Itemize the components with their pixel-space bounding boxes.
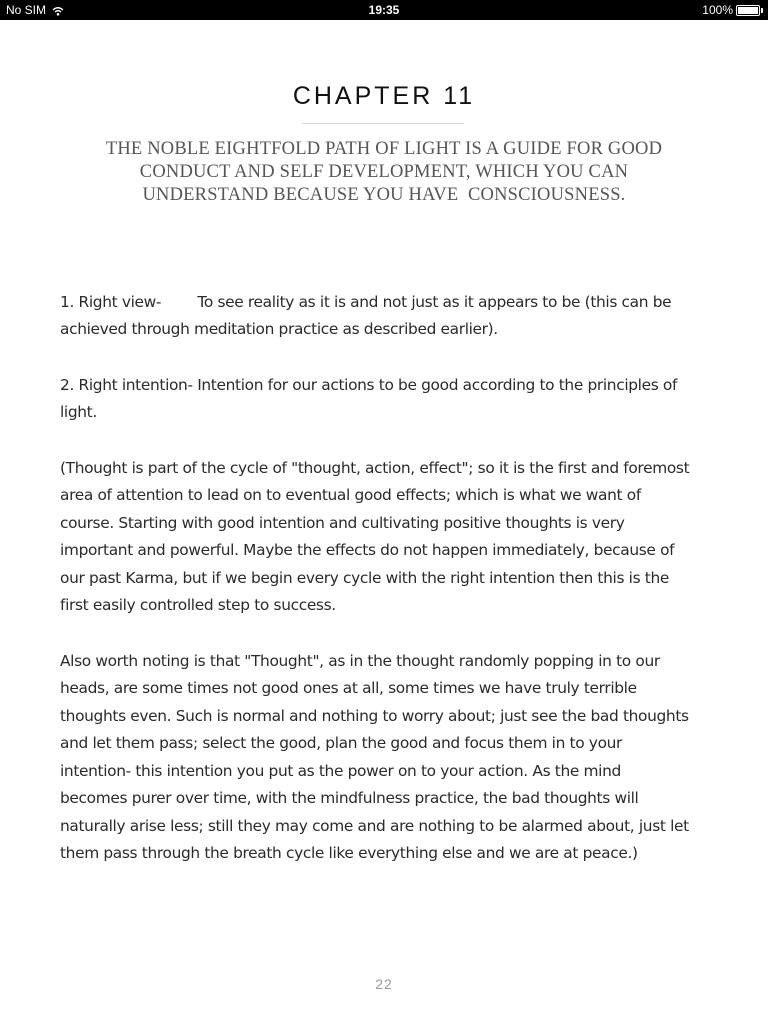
text-line: area of attention to lead on to eventual good effects; which is what we want of [60,486,641,504]
text-line: 2. Right intention- Intention for our actions to be good according to the principles of [60,376,678,394]
battery-percentage: 100% [702,3,733,17]
text-line: course. Starting with good intention and cultivating positive thoughts is very [60,514,625,532]
battery-fill [738,7,758,14]
page-number: 22 [375,976,393,992]
text-line: thoughts even. Such is normal and nothing to worry about; just see the bad thoughts [60,707,689,725]
carrier-label: No SIM [6,3,47,17]
text-line: heads, are some times not good ones at all, some times we have truly terrible [60,679,637,697]
battery-icon [736,5,760,16]
text-line: and let them pass; select the good, plan the good and focus them in to your [60,734,623,752]
clock: 19:35 [368,3,400,17]
chapter-subtitle-line: CONDUCT AND SELF DEVELOPMENT, WHICH YOU CAN [139,162,629,182]
chapter-subtitle-line: UNDERSTAND BECAUSE YOU HAVE CONSCIOUSNESS. [142,185,626,205]
text-line: light. [60,403,97,421]
text-line: achieved through meditation practice as described earlier). [60,320,498,338]
text-line: 1. Right view- To see reality as it is and not just as it appears to be (this can be [60,293,672,311]
status-bar [0,0,768,20]
status-right [702,3,760,17]
text-line: first easily controlled step to success. [60,596,336,614]
title-divider [302,123,464,124]
text-line: Also worth noting is that "Thought", as in the thought randomly popping in to our [60,652,660,670]
chapter-title: CHAPTER 11 [292,82,476,110]
battery-nub [761,8,763,13]
text-line: important and powerful. Maybe the effects do not happen immediately, because of [60,541,675,559]
text-line: (Thought is part of the cycle of "thought, action, effect"; so it is the first and foremost [60,459,690,477]
text-line: our past Karma, but if we begin every cycle with the right intention then this is the [60,569,669,587]
chapter-subtitle-line: THE NOBLE EIGHTFOLD PATH OF LIGHT IS A GUIDE FOR GOOD [105,139,663,159]
text-line: becomes purer over time, with the mindfulness practice, the bad thoughts will [60,789,639,807]
text-line: them pass through the breath cycle like everything else and we are at peace.) [60,844,638,862]
text-line: intention- this intention you put as the power on to your action. As the mind [60,762,621,780]
text-line: naturally arise less; still they may come and are nothing to be alarmed about, just let [60,817,689,835]
